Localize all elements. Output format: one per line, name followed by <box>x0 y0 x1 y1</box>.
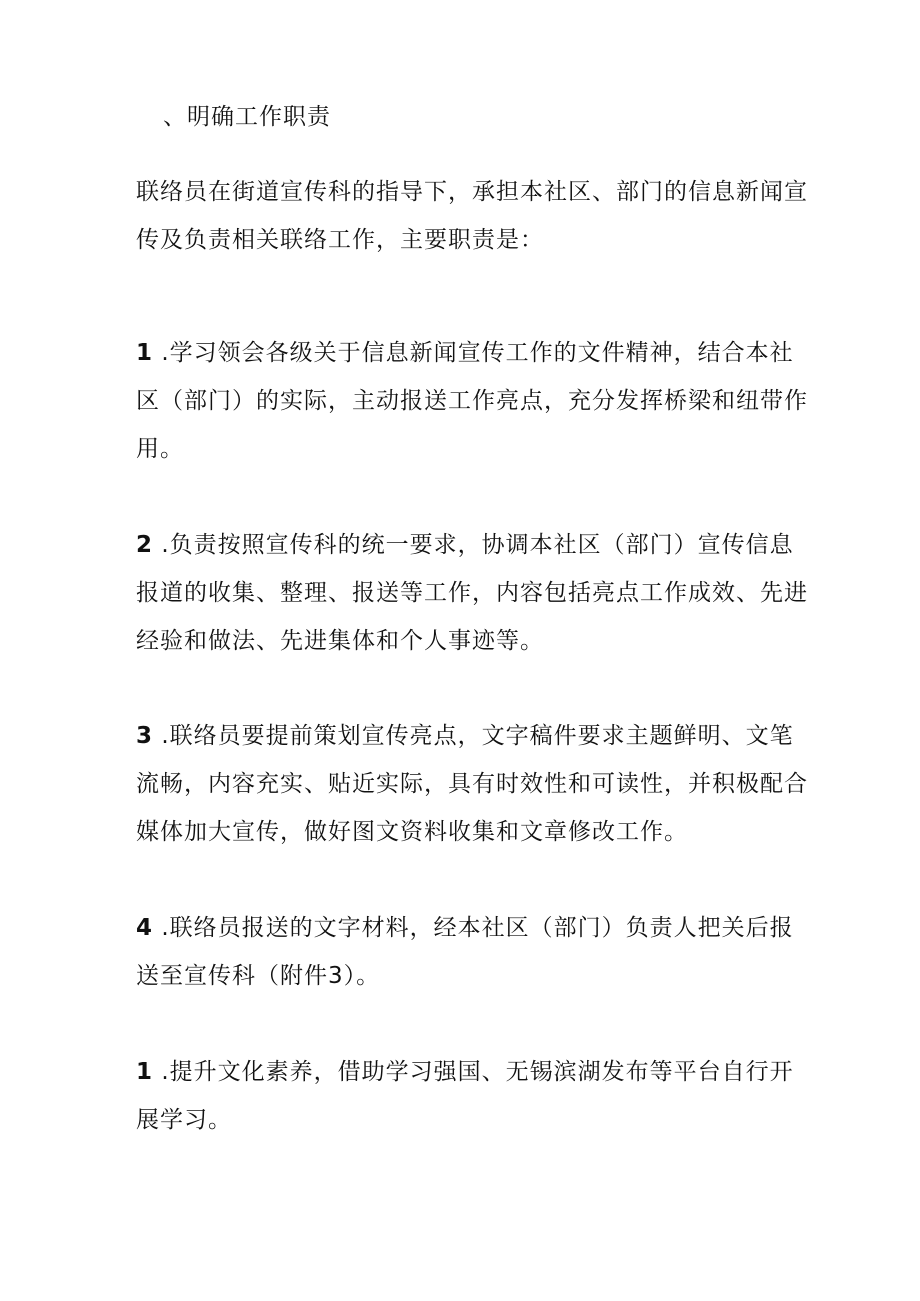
item-number: 3 <box>136 723 154 749</box>
paragraph-item-5 <box>136 1048 796 1144</box>
paragraph-intro <box>136 168 808 264</box>
section-heading: 、明确工作职责 <box>163 104 331 130</box>
paragraph-line: 2 .负责按照宣传科的统一要求，协调本社区（部门）宣传信息 <box>136 532 794 558</box>
paragraph-item-1 <box>136 329 808 473</box>
item-number: 4 <box>136 915 154 941</box>
paragraph-line: 媒体加大宣传，做好图文资料收集和文章修改工作。 <box>136 819 688 845</box>
item-number: 1 <box>136 1059 154 1085</box>
paragraph-line: 用。 <box>136 436 184 462</box>
paragraph-item-2 <box>136 521 808 665</box>
item-number: 2 <box>136 532 154 558</box>
paragraph-line: 送至宣传科（附件3）。 <box>136 963 381 989</box>
paragraph-line: 展学习。 <box>136 1107 232 1133</box>
paragraph-line: 区（部门）的实际，主动报送工作亮点，充分发挥桥梁和纽带作 <box>136 388 808 414</box>
paragraph-line: 经验和做法、先进集体和个人事迹等。 <box>136 628 544 654</box>
item-number: 1 <box>136 340 154 366</box>
paragraph-line: 1 .学习领会各级关于信息新闻宣传工作的文件精神，结合本社 <box>136 340 794 366</box>
paragraph-item-4 <box>136 904 796 1000</box>
paragraph-line: 报道的收集、整理、报送等工作，内容包括亮点工作成效、先进 <box>136 580 808 606</box>
paragraph-line: 联络员在街道宣传科的指导下，承担本社区、部门的信息新闻宣 <box>136 179 808 205</box>
paragraph-line: 4 .联络员报送的文字材料，经本社区（部门）负责人把关后报 <box>136 915 794 941</box>
paragraph-item-3 <box>136 712 808 856</box>
paragraph-line: 1 .提升文化素养，借助学习强国、无锡滨湖发布等平台自行开 <box>136 1059 794 1085</box>
paragraph-line: 流畅，内容充实、贴近实际，具有时效性和可读性，并积极配合 <box>136 771 808 797</box>
paragraph-line: 传及负责相关联络工作，主要职责是： <box>136 227 544 253</box>
paragraph-line: 3 .联络员要提前策划宣传亮点，文字稿件要求主题鲜明、文笔 <box>136 723 794 749</box>
